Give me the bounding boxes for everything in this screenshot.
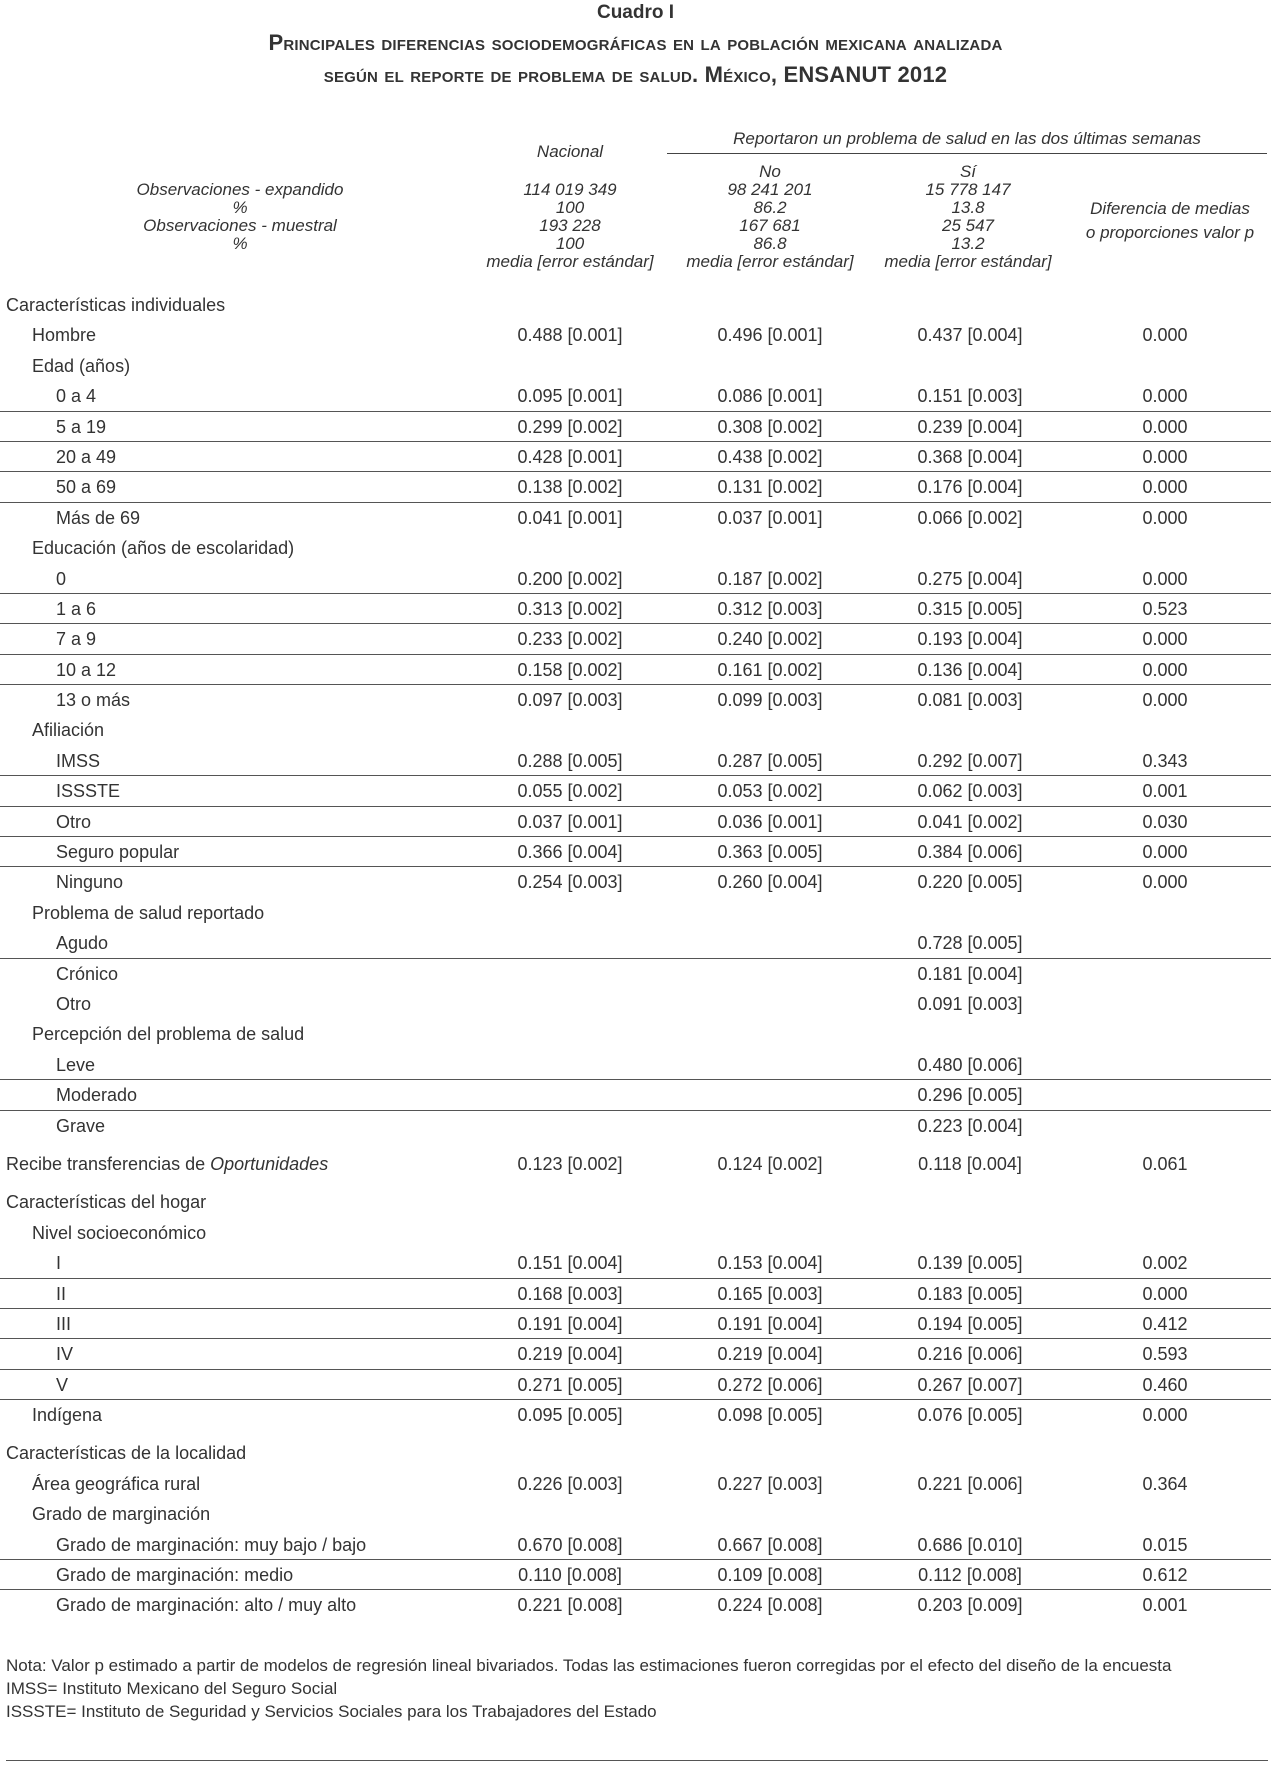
diff-line-2: o proporciones valor p <box>1085 223 1255 242</box>
cell-si: 0.091 [0.003] <box>917 993 1023 1014</box>
cell-no: 0.224 [0.008] <box>717 1595 823 1616</box>
nacional-obs-expandido: 114 019 349 <box>523 180 617 199</box>
table-notes <box>6 1654 1172 1723</box>
row-label <box>56 1339 73 1369</box>
row-label-text: Grado de marginación: alto / muy alto <box>56 1595 357 1616</box>
table-row <box>0 807 1271 837</box>
cell-no: 0.153 [0.004] <box>717 1253 823 1274</box>
cell-nacional: 0.055 [0.002] <box>517 781 623 802</box>
row-label-text: 13 o más <box>56 690 131 711</box>
cell-p-value: 0.001 <box>1142 1595 1188 1616</box>
table-row <box>0 776 1271 806</box>
nacional-unit: media [error estándar] <box>486 252 654 271</box>
table-body <box>0 290 1271 1621</box>
cell-p-value: 0.000 <box>1142 1405 1188 1426</box>
cell-nacional: 0.226 [0.003] <box>517 1473 623 1494</box>
row-label <box>56 1111 105 1141</box>
cell-no: 0.109 [0.008] <box>717 1565 823 1586</box>
row-label <box>56 564 66 594</box>
cell-no: 0.438 [0.002] <box>717 446 823 467</box>
table-row <box>0 1339 1271 1369</box>
cell-p-value: 0.000 <box>1142 507 1188 528</box>
cell-p-value: 0.002 <box>1142 1253 1188 1274</box>
row-label-text: 0 a 4 <box>56 386 97 407</box>
table-row <box>0 1560 1271 1590</box>
row-label-text: 50 a 69 <box>56 477 117 498</box>
cell-si: 0.223 [0.004] <box>917 1115 1023 1136</box>
row-label <box>56 1050 95 1080</box>
cell-si: 0.220 [0.005] <box>917 872 1023 893</box>
cell-si: 0.216 [0.006] <box>917 1344 1023 1365</box>
row-label <box>32 1499 210 1529</box>
row-label-text: IV <box>56 1344 74 1365</box>
row-label-text: Edad (años) <box>32 355 131 376</box>
cell-p-value: 0.000 <box>1142 416 1188 437</box>
row-label-text: Grado de marginación: medio <box>56 1565 294 1586</box>
table-row <box>0 1530 1271 1560</box>
row-label <box>56 928 108 958</box>
cell-si: 0.066 [0.002] <box>917 507 1023 528</box>
cell-si: 0.315 [0.005] <box>917 598 1023 619</box>
row-label-text: Grado de marginación <box>32 1504 211 1525</box>
si-pct-1: 13.8 <box>951 198 985 217</box>
cell-nacional: 0.488 [0.001] <box>517 325 623 346</box>
table-title-line-2: según el reporte de problema de salud. México, ENSANUT 2012 <box>323 62 948 87</box>
table-row <box>0 594 1271 624</box>
cell-p-value: 0.593 <box>1142 1344 1188 1365</box>
row-label <box>56 655 116 685</box>
cell-nacional: 0.288 [0.005] <box>517 750 623 771</box>
cell-si: 0.112 [0.008] <box>918 1565 1022 1586</box>
si-pct-2: 13.2 <box>951 234 985 253</box>
row-label <box>32 898 264 928</box>
header-label-obs-muestral: Observaciones - muestral <box>143 216 337 235</box>
cell-no: 0.260 [0.004] <box>717 872 823 893</box>
cell-si: 0.686 [0.010] <box>917 1534 1023 1555</box>
row-label <box>32 715 104 745</box>
row-label-italic: Oportunidades <box>210 1153 329 1174</box>
header-spanner-rule <box>667 153 1267 154</box>
cell-nacional: 0.097 [0.003] <box>517 690 623 711</box>
row-label-text: Problema de salud reportado <box>32 902 265 923</box>
table-row <box>0 867 1271 897</box>
row-label <box>56 685 130 715</box>
row-label <box>56 472 116 502</box>
cell-no: 0.037 [0.001] <box>717 507 823 528</box>
row-label <box>6 290 225 320</box>
table-row <box>0 503 1271 533</box>
table-row <box>0 959 1271 989</box>
row-label <box>56 1590 356 1620</box>
row-label-text: 1 a 6 <box>56 598 97 619</box>
no-title: No <box>759 162 781 181</box>
row-label-text: II <box>56 1283 67 1304</box>
cell-no: 0.191 [0.004] <box>717 1313 823 1334</box>
table-row <box>0 381 1271 411</box>
row-label <box>56 1530 366 1560</box>
header-label-pct-2: % <box>232 234 248 253</box>
cell-nacional: 0.428 [0.001] <box>517 446 623 467</box>
cell-p-value: 0.612 <box>1142 1565 1188 1586</box>
table-title-line-1: Principales diferencias sociodemográficas en la población mexicana analizada <box>268 30 1003 55</box>
note-valor-p: Nota: Valor p estimado a partir de modelos de regresión lineal bivariados. Todas las estimaciones fueron corregidas por el efecto del diseño de la encuesta <box>6 1656 1172 1675</box>
row-label <box>6 1438 246 1468</box>
cell-nacional: 0.200 [0.002] <box>517 568 623 589</box>
row-label <box>56 1309 71 1339</box>
row-label-text: Nivel socioeconómico <box>32 1222 207 1243</box>
row-label <box>56 746 100 776</box>
header-diff-column <box>1070 197 1270 245</box>
row-label-text: 0 <box>56 568 67 589</box>
header-row-labels <box>100 181 380 253</box>
cell-p-value: 0.412 <box>1142 1313 1188 1334</box>
cell-si: 0.139 [0.005] <box>917 1253 1023 1274</box>
nacional-obs-muestral: 193 228 <box>539 216 601 235</box>
cell-p-value: 0.343 <box>1142 750 1188 771</box>
table-row <box>0 412 1271 442</box>
table-row <box>0 837 1271 867</box>
row-label-text: 10 a 12 <box>56 659 117 680</box>
cell-p-value: 0.000 <box>1142 568 1188 589</box>
row-label <box>56 989 91 1019</box>
table-row <box>0 1080 1271 1110</box>
cell-no: 0.086 [0.001] <box>717 386 823 407</box>
row-label-text: Recibe transferencias de <box>6 1153 211 1174</box>
no-obs-expandido: 98 241 201 <box>727 180 813 199</box>
cell-si: 0.437 [0.004] <box>917 325 1023 346</box>
cell-nacional: 0.191 [0.004] <box>517 1313 623 1334</box>
cell-no: 0.227 [0.003] <box>717 1473 823 1494</box>
cell-p-value: 0.000 <box>1142 386 1188 407</box>
row-label-text: Grave <box>56 1115 106 1136</box>
row-label-text: 20 a 49 <box>56 446 117 467</box>
cell-si: 0.181 [0.004] <box>917 963 1023 984</box>
cell-p-value: 0.001 <box>1142 781 1188 802</box>
cell-nacional: 0.041 [0.001] <box>517 507 623 528</box>
cell-si: 0.118 [0.004] <box>918 1153 1022 1174</box>
cell-p-value: 0.000 <box>1142 842 1188 863</box>
cell-no: 0.363 [0.005] <box>717 842 823 863</box>
cell-no: 0.312 [0.003] <box>717 598 823 619</box>
cell-nacional: 0.095 [0.001] <box>517 386 623 407</box>
row-label <box>56 807 91 837</box>
row-label <box>56 1080 137 1110</box>
cell-p-value: 0.000 <box>1142 477 1188 498</box>
table-section-heading <box>0 1438 1271 1468</box>
row-label <box>32 1400 102 1430</box>
cell-si: 0.193 [0.004] <box>917 629 1023 650</box>
row-label <box>56 837 179 867</box>
header-label-pct-1: % <box>232 198 248 217</box>
cell-no: 0.098 [0.005] <box>717 1405 823 1426</box>
row-label-text: Seguro popular <box>56 842 180 863</box>
bottom-rule <box>6 1760 1268 1761</box>
cell-no: 0.219 [0.004] <box>717 1344 823 1365</box>
row-label <box>6 1187 206 1217</box>
table-section-heading <box>0 533 1271 563</box>
table-section-heading <box>0 1019 1271 1049</box>
table-caption: Cuadro I <box>596 2 675 23</box>
cell-si: 0.480 [0.006] <box>917 1054 1023 1075</box>
cell-p-value: 0.000 <box>1142 1283 1188 1304</box>
cell-no: 0.036 [0.001] <box>717 811 823 832</box>
table-row <box>0 1111 1271 1141</box>
row-label-text: Leve <box>56 1054 96 1075</box>
cell-si: 0.296 [0.005] <box>917 1085 1023 1106</box>
table-row <box>0 1370 1271 1400</box>
si-title: Sí <box>959 162 977 181</box>
table-section-heading <box>0 1187 1271 1217</box>
row-label <box>56 624 96 654</box>
cell-nacional: 0.299 [0.002] <box>517 416 623 437</box>
cell-p-value: 0.061 <box>1142 1153 1188 1174</box>
table-section-heading <box>0 351 1271 381</box>
row-label <box>56 959 118 989</box>
diff-line-1: Diferencia de medias <box>1090 199 1250 218</box>
cell-p-value: 0.460 <box>1142 1374 1188 1395</box>
row-label <box>56 776 120 806</box>
row-label-text: Crónico <box>56 963 119 984</box>
table-row <box>0 928 1271 958</box>
cell-si: 0.728 [0.005] <box>917 933 1023 954</box>
cell-nacional: 0.233 [0.002] <box>517 629 623 650</box>
cell-nacional: 0.313 [0.002] <box>517 598 623 619</box>
cell-si: 0.194 [0.005] <box>917 1313 1023 1334</box>
cell-p-value: 0.015 <box>1142 1534 1188 1555</box>
table-row <box>0 1050 1271 1080</box>
cell-nacional: 0.168 [0.003] <box>517 1283 623 1304</box>
cell-p-value: 0.000 <box>1142 446 1188 467</box>
cell-si: 0.062 [0.003] <box>917 781 1023 802</box>
cell-nacional: 0.123 [0.002] <box>517 1153 623 1174</box>
table-row <box>0 624 1271 654</box>
row-label-text: Grado de marginación: muy bajo / bajo <box>56 1534 367 1555</box>
nacional-pct-1: 100 <box>555 198 585 217</box>
row-label-text: Educación (años de escolaridad) <box>32 538 295 559</box>
cell-si: 0.151 [0.003] <box>917 386 1023 407</box>
row-label-text: Área geográfica rural <box>32 1473 201 1494</box>
no-unit: media [error estándar] <box>686 252 854 271</box>
row-label <box>32 1469 200 1499</box>
row-label-text: Indígena <box>32 1405 103 1426</box>
cell-p-value: 0.000 <box>1142 659 1188 680</box>
table-row <box>0 564 1271 594</box>
cell-no: 0.053 [0.002] <box>717 781 823 802</box>
cell-si: 0.183 [0.005] <box>917 1283 1023 1304</box>
row-label-text: Características individuales <box>6 295 226 315</box>
row-label-text: Más de 69 <box>56 507 141 528</box>
cell-si: 0.203 [0.009] <box>917 1595 1023 1616</box>
no-pct-1: 86.2 <box>753 198 787 217</box>
header-nacional-values <box>470 181 670 271</box>
cell-nacional: 0.221 [0.008] <box>517 1595 623 1616</box>
no-pct-2: 86.8 <box>753 234 787 253</box>
row-label-text: Moderado <box>56 1085 138 1106</box>
row-label <box>56 1370 68 1400</box>
row-label-text: V <box>56 1374 69 1395</box>
cell-no: 0.165 [0.003] <box>717 1283 823 1304</box>
note-issste: ISSSTE= Instituto de Seguridad y Servicios Sociales para los Trabajadores del Estado <box>6 1702 657 1721</box>
cell-nacional: 0.254 [0.003] <box>517 872 623 893</box>
cell-nacional: 0.037 [0.001] <box>517 811 623 832</box>
cell-nacional: 0.670 [0.008] <box>517 1534 623 1555</box>
cell-nacional: 0.271 [0.005] <box>517 1374 623 1395</box>
cell-p-value: 0.000 <box>1142 690 1188 711</box>
cell-nacional: 0.095 [0.005] <box>517 1405 623 1426</box>
cell-p-value: 0.523 <box>1142 598 1188 619</box>
table-row <box>0 1149 1271 1179</box>
row-label <box>32 1218 206 1248</box>
cell-si: 0.136 [0.004] <box>917 659 1023 680</box>
row-label <box>6 1149 328 1179</box>
row-label-text: Agudo <box>56 933 109 954</box>
row-label-text: ISSSTE <box>56 781 121 802</box>
table-row <box>0 746 1271 776</box>
cell-si: 0.221 [0.006] <box>917 1473 1023 1494</box>
table-row <box>0 685 1271 715</box>
cell-nacional: 0.219 [0.004] <box>517 1344 623 1365</box>
cell-si: 0.176 [0.004] <box>917 477 1023 498</box>
row-label <box>56 442 116 472</box>
cell-no: 0.161 [0.002] <box>717 659 823 680</box>
row-label-text: IMSS <box>56 750 101 771</box>
row-label <box>32 351 130 381</box>
row-label <box>56 412 106 442</box>
cell-no: 0.240 [0.002] <box>717 629 823 650</box>
row-label-text: Percepción del problema de salud <box>32 1024 305 1045</box>
row-label <box>56 1248 61 1278</box>
cell-p-value: 0.000 <box>1142 872 1188 893</box>
cell-p-value: 0.000 <box>1142 325 1188 346</box>
row-label-text: Características de la localidad <box>6 1443 247 1464</box>
cell-si: 0.081 [0.003] <box>917 690 1023 711</box>
header-nacional-title: Nacional <box>536 142 604 161</box>
cell-nacional: 0.366 [0.004] <box>517 842 623 863</box>
row-label-text: Hombre <box>32 325 97 346</box>
row-label <box>56 381 96 411</box>
si-unit: media [error estándar] <box>884 252 1052 271</box>
table-row <box>0 442 1271 472</box>
row-label <box>56 594 96 624</box>
row-label-text: 7 a 9 <box>56 629 97 650</box>
row-label-text: Otro <box>56 811 92 832</box>
row-label <box>56 1560 293 1590</box>
nacional-pct-2: 100 <box>555 234 585 253</box>
row-label <box>32 320 96 350</box>
cell-p-value: 0.030 <box>1142 811 1188 832</box>
no-obs-muestral: 167 681 <box>739 216 801 235</box>
cell-no: 0.099 [0.003] <box>717 690 823 711</box>
table-section-heading <box>0 1218 1271 1248</box>
header-si-column <box>868 163 1068 271</box>
table-section-heading <box>0 290 1271 320</box>
cell-si: 0.267 [0.007] <box>917 1374 1023 1395</box>
row-label <box>56 1279 66 1309</box>
row-label-text: 5 a 19 <box>56 416 107 437</box>
cell-no: 0.131 [0.002] <box>717 477 823 498</box>
cell-si: 0.041 [0.002] <box>917 811 1023 832</box>
row-label-text: Características del hogar <box>6 1192 207 1213</box>
cell-no: 0.187 [0.002] <box>717 568 823 589</box>
cell-si: 0.076 [0.005] <box>917 1405 1023 1426</box>
cell-nacional: 0.110 [0.008] <box>518 1565 622 1586</box>
table-row <box>0 1590 1271 1620</box>
row-label-text: III <box>56 1313 72 1334</box>
row-label <box>56 867 123 897</box>
cell-no: 0.124 [0.002] <box>717 1153 823 1174</box>
cell-no: 0.287 [0.005] <box>717 750 823 771</box>
cell-no: 0.496 [0.001] <box>717 325 823 346</box>
cell-si: 0.368 [0.004] <box>917 446 1023 467</box>
table-row <box>0 1309 1271 1339</box>
note-imss: IMSS= Instituto Mexicano del Seguro Social <box>6 1679 338 1698</box>
cell-si: 0.239 [0.004] <box>917 416 1023 437</box>
table-section-heading <box>0 715 1271 745</box>
table-row <box>0 1400 1271 1430</box>
header-no-column <box>670 163 870 271</box>
table-section-heading <box>0 898 1271 928</box>
cell-si: 0.384 [0.006] <box>917 842 1023 863</box>
cell-si: 0.292 [0.007] <box>917 750 1023 771</box>
table-row <box>0 320 1271 350</box>
table-section-heading <box>0 1499 1271 1529</box>
si-obs-expandido: 15 778 147 <box>925 180 1011 199</box>
cell-p-value: 0.364 <box>1142 1473 1188 1494</box>
cell-no: 0.667 [0.008] <box>717 1534 823 1555</box>
table-row <box>0 989 1271 1019</box>
cell-p-value: 0.000 <box>1142 629 1188 650</box>
row-label <box>32 533 294 563</box>
row-label <box>32 1019 304 1049</box>
si-obs-muestral: 25 547 <box>942 216 994 235</box>
table-row <box>0 655 1271 685</box>
cell-si: 0.275 [0.004] <box>917 568 1023 589</box>
header-label-obs-expandido: Observaciones - expandido <box>136 180 344 199</box>
cell-no: 0.308 [0.002] <box>717 416 823 437</box>
table-row <box>0 1469 1271 1499</box>
cell-nacional: 0.151 [0.004] <box>517 1253 623 1274</box>
cell-nacional: 0.158 [0.002] <box>517 659 623 680</box>
table-row <box>0 472 1271 502</box>
row-label-text: I <box>56 1253 62 1274</box>
header-spanner: Reportaron un problema de salud en las dos últimas semanas <box>733 129 1201 148</box>
row-label-text: Otro <box>56 993 92 1014</box>
table-row <box>0 1279 1271 1309</box>
row-label <box>56 503 140 533</box>
row-label-text: Ninguno <box>56 872 124 893</box>
cell-nacional: 0.138 [0.002] <box>517 477 623 498</box>
cell-no: 0.272 [0.006] <box>717 1374 823 1395</box>
row-label-text: Afiliación <box>32 720 105 741</box>
table-row <box>0 1248 1271 1278</box>
